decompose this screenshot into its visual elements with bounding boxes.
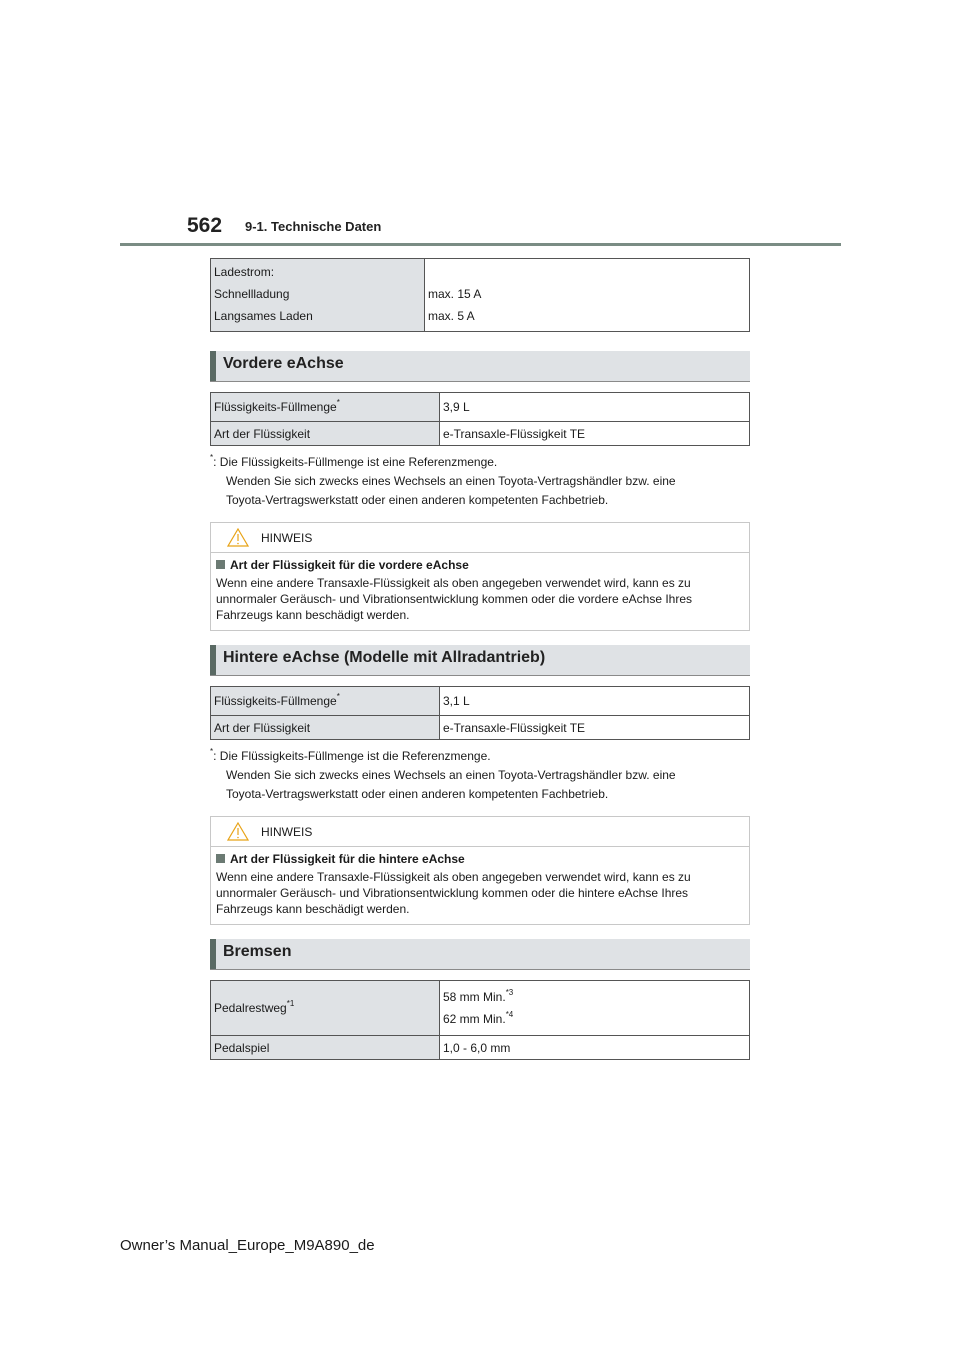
section-title: 9-1. Technische Daten <box>245 219 382 234</box>
notice-box-rear <box>210 816 750 925</box>
notice-title: HINWEIS <box>261 531 313 545</box>
notice-body <box>211 553 749 630</box>
heading-text: Bremsen <box>223 943 292 960</box>
table-cell-value <box>440 981 750 1036</box>
notice-text: Wenn eine andere Transaxle-Flüssigkeit als oben angegeben verwendet wird, kann es zu unnormaler Geräusch- und Vibrationsentwicklung kommen oder die vordere eAchse Ihres Fahrzeugs kann beschädigt werden. <box>216 576 693 622</box>
table-row <box>211 422 750 446</box>
table-cell-key <box>211 981 440 1036</box>
warning-triangle-icon <box>227 528 249 547</box>
table-cell-key <box>211 259 425 332</box>
front-eaxle-table <box>210 392 750 446</box>
table-row <box>211 259 750 332</box>
header-rule <box>120 243 841 246</box>
page-number: 562 <box>187 214 223 237</box>
charging-table <box>210 258 750 332</box>
footnote-line-2: Wenden Sie sich zwecks eines Wechsels an einen Toyota-Vertragshändler bzw. eine <box>226 474 676 488</box>
footnote-line-2: Wenden Sie sich zwecks eines Wechsels an einen Toyota-Vertragshändler bzw. eine <box>226 768 676 782</box>
front-footnote <box>210 453 676 510</box>
heading-bar <box>210 645 216 675</box>
footnote-line-3: Toyota-Vertragswerkstatt oder einen anderen kompetenten Fachbetrieb. <box>226 787 609 801</box>
footnote-ref: *3 <box>505 988 514 997</box>
pedal-play-key: Pedalspiel <box>211 1036 440 1060</box>
notice-header <box>211 817 749 847</box>
charging-label: Ladestrom: <box>214 265 275 279</box>
table-cell-key <box>211 393 440 422</box>
front-fill-key: Flüssigkeits-Füllmenge <box>214 400 337 414</box>
table-row <box>211 393 750 422</box>
table-cell-key <box>211 687 440 716</box>
charging-value-slow: max. 5 A <box>428 309 475 323</box>
section-heading-brakes <box>210 939 750 970</box>
front-type-value: e-Transaxle-Flüssigkeit TE <box>440 422 750 446</box>
notice-body <box>211 847 749 924</box>
rear-type-key: Art der Flüssigkeit <box>211 716 440 740</box>
rear-fill-key: Flüssigkeits-Füllmenge <box>214 694 337 708</box>
rear-fill-value: 3,1 L <box>440 687 750 716</box>
footnote-line-3: Toyota-Vertragswerkstatt oder einen anderen kompetenten Fachbetrieb. <box>226 493 609 507</box>
table-row <box>211 1036 750 1060</box>
heading-bar <box>210 939 216 969</box>
charging-key-slow: Langsames Laden <box>214 309 313 323</box>
square-bullet-icon <box>216 560 225 569</box>
heading-text: Hintere eAchse (Modelle mit Allradantrieb) <box>223 649 546 666</box>
footer-manual-id: Owner’s Manual_Europe_M9A890_de <box>120 1237 375 1254</box>
rear-footnote <box>210 747 676 804</box>
heading-bar <box>210 351 216 381</box>
pedal-reserve-value-2: 62 mm Min. <box>443 1012 506 1026</box>
notice-subtitle: Art der Flüssigkeit für die vordere eAchse <box>230 558 469 572</box>
footnote-ref: * <box>336 398 340 407</box>
rear-type-value: e-Transaxle-Flüssigkeit TE <box>440 716 750 740</box>
section-heading-rear-eaxle <box>210 645 750 676</box>
section-heading-front-eaxle <box>210 351 750 382</box>
charging-value-fast: max. 15 A <box>428 287 482 301</box>
square-bullet-icon <box>216 854 225 863</box>
footnote-line-1: : Die Flüssigkeits-Füllmenge ist eine Referenzmenge. <box>213 455 498 469</box>
notice-text: Wenn eine andere Transaxle-Flüssigkeit als oben angegeben verwendet wird, kann es zu unnormaler Geräusch- und Vibrationsentwicklung kommen oder die hintere eAchse Ihres Fahrzeugs kann beschädigt werden. <box>216 870 691 916</box>
rear-eaxle-table <box>210 686 750 740</box>
pedal-reserve-value-1: 58 mm Min. <box>443 990 506 1004</box>
table-row <box>211 716 750 740</box>
notice-title: HINWEIS <box>261 825 313 839</box>
footnote-ref: *1 <box>286 999 295 1008</box>
heading-text: Vordere eAchse <box>223 355 344 372</box>
notice-subtitle: Art der Flüssigkeit für die hintere eAchse <box>230 852 465 866</box>
front-type-key: Art der Flüssigkeit <box>211 422 440 446</box>
notice-header <box>211 523 749 553</box>
footnote-mark: * <box>210 747 214 756</box>
pedal-play-value: 1,0 - 6,0 mm <box>440 1036 750 1060</box>
front-fill-value: 3,9 L <box>440 393 750 422</box>
charging-key-fast: Schnellladung <box>214 287 290 301</box>
notice-box-front <box>210 522 750 631</box>
footnote-ref: *4 <box>505 1010 514 1019</box>
footnote-ref: * <box>336 692 340 701</box>
brakes-table <box>210 980 750 1060</box>
table-row <box>211 687 750 716</box>
footnote-line-1: : Die Flüssigkeits-Füllmenge ist die Referenzmenge. <box>213 749 491 763</box>
pedal-reserve-key: Pedalrestweg <box>214 1001 287 1015</box>
footnote-mark: * <box>210 453 214 462</box>
warning-triangle-icon <box>227 822 249 841</box>
table-cell-value <box>425 259 750 332</box>
table-row <box>211 981 750 1036</box>
